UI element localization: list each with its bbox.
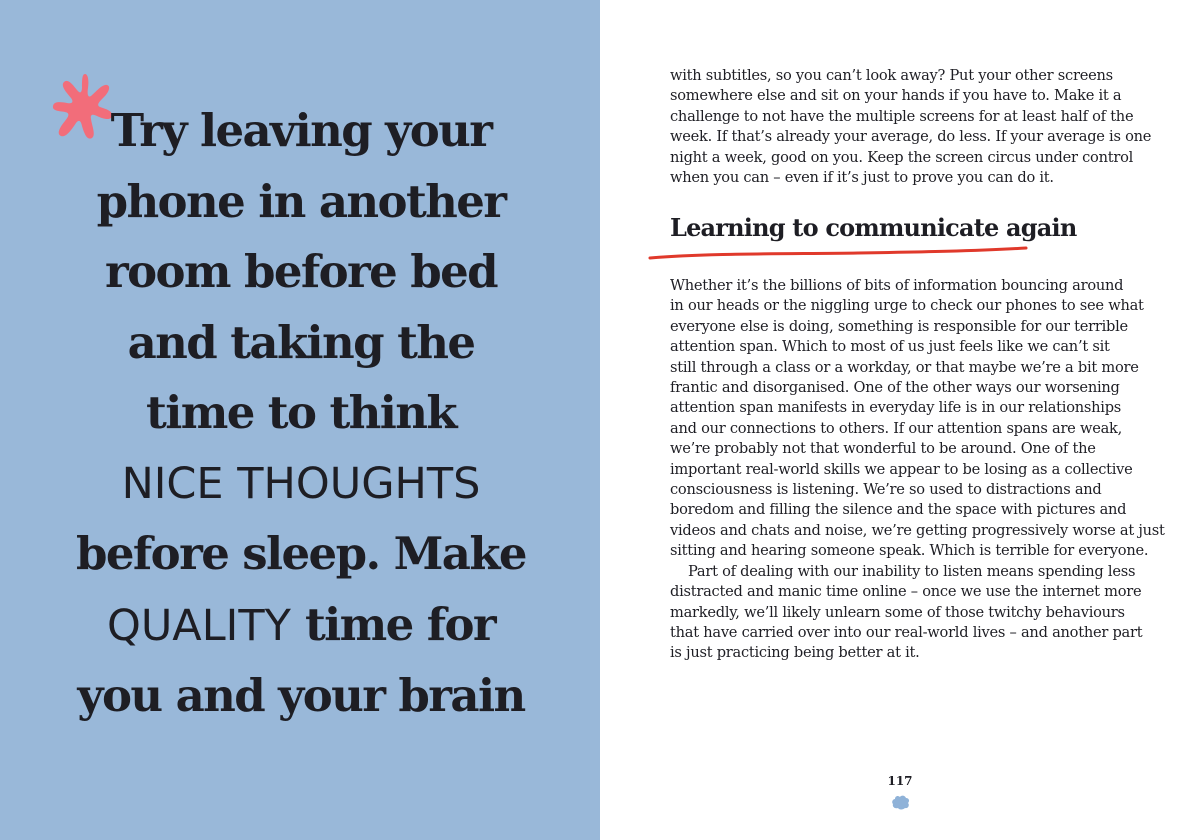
body-paragraphs: [670, 276, 1165, 664]
quote-line: time to think: [146, 386, 456, 439]
quote-line: phone in another: [96, 174, 506, 228]
text-line: distracted and manic time online – once we use the internet more: [670, 583, 1142, 601]
paragraph-2: [670, 562, 1143, 664]
text-line: Part of dealing with our inability to listen means spending less: [688, 562, 1136, 580]
quote-line: room before bed: [104, 245, 498, 298]
text-line: everyone else is doing, something is responsible for our terrible: [670, 317, 1128, 335]
heading-underline: [648, 244, 1028, 264]
text-line: important real-world skills we appear to be losing as a collective: [670, 460, 1133, 478]
intro-paragraph: [670, 66, 1152, 188]
paragraph-1: [670, 276, 1165, 562]
text-line: frantic and disorganised. One of the other ways our worsening: [670, 379, 1120, 397]
cloud-icon: [891, 794, 911, 810]
text-line: sitting and hearing someone speak. Which is terrible for everyone.: [670, 542, 1149, 560]
text-line: and our connections to others. If our attention spans are weak,: [670, 419, 1123, 437]
text-line: attention span manifests in everyday life is in our relationships: [670, 399, 1122, 417]
text-line: night a week, good on you. Keep the screen circus under control: [670, 148, 1134, 166]
quote-emphasis-nice-thoughts: NICE THOUGHTS: [121, 458, 481, 509]
quote-line: before sleep. Make: [76, 527, 526, 580]
text-line: week. If that’s already your average, do less. If your average is one: [670, 128, 1152, 146]
text-line: Whether it’s the billions of bits of information bouncing around: [670, 277, 1124, 294]
text-line: challenge to not have the multiple screens for at least half of the: [670, 107, 1134, 125]
text-line: is just practicing being better at it.: [670, 644, 920, 662]
text-line: boredom and filling the silence and the space with pictures and: [670, 501, 1127, 519]
quote-line: and taking the: [127, 315, 475, 369]
text-line: still through a class or a workday, or that maybe we’re a bit more: [670, 358, 1139, 376]
text-line: with subtitles, so you can’t look away? Put your other screens: [670, 67, 1113, 84]
right-page: [600, 0, 1200, 840]
quote-line: [70, 590, 532, 662]
text-line: videos and chats and noise, we’re getting progressively worse at just: [670, 521, 1165, 539]
section-heading: Learning to communicate again: [670, 213, 1077, 242]
text-line: somewhere else and sit on your hands if you have to. Make it a: [670, 87, 1122, 105]
text-line: in our heads or the niggling urge to check our phones to see what: [670, 297, 1144, 315]
pull-quote: [70, 96, 532, 732]
text-line: when you can – even if it’s just to prove you can do it.: [670, 169, 1054, 187]
page-number: 117: [887, 774, 913, 788]
quote-emphasis-quality: QUALITY: [106, 600, 291, 651]
quote-line-rest: time for: [290, 597, 496, 651]
text-line: that have carried over into our real-world lives – and another part: [670, 623, 1143, 641]
text-line: markedly, we’ll likely unlearn some of those twitchy behaviours: [670, 603, 1125, 621]
text-line: attention span. Which to most of us just feels like we can’t sit: [670, 338, 1110, 356]
quote-line: Try leaving your: [110, 104, 492, 157]
text-line: we’re probably not that wonderful to be around. One of the: [670, 440, 1096, 458]
quote-line: you and your brain: [77, 669, 525, 722]
text-line: consciousness is listening. We’re so used to distractions and: [670, 481, 1102, 499]
